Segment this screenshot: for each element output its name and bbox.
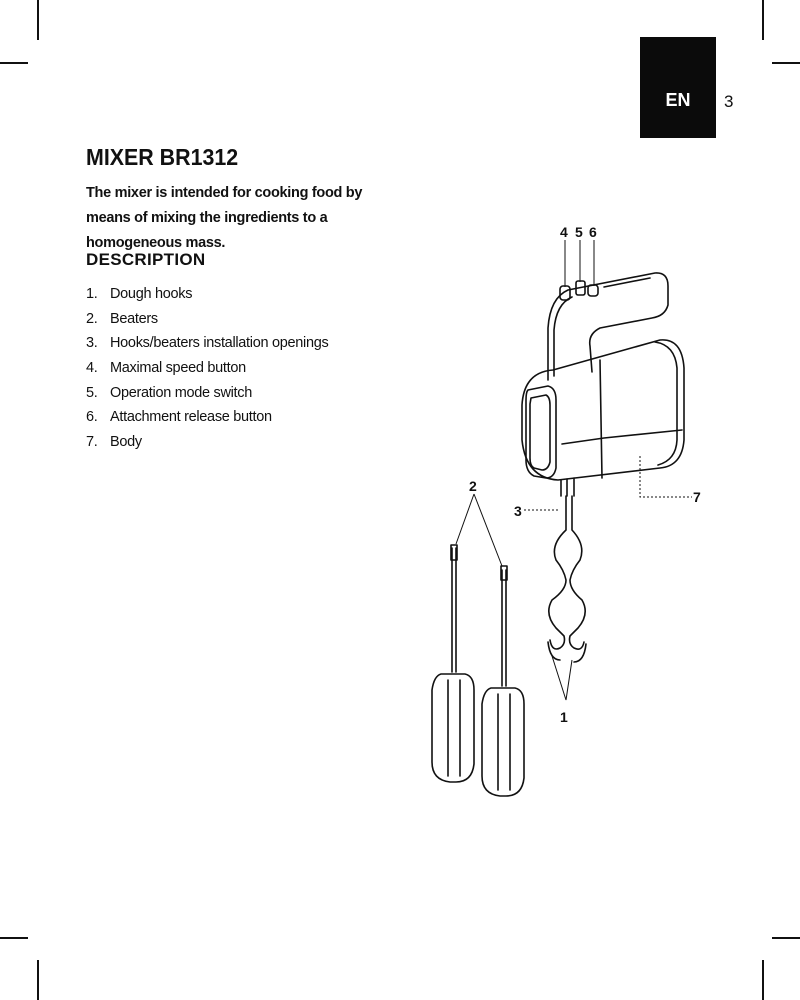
list-item: 5. Operation mode switch [86, 384, 252, 401]
section-heading: DESCRIPTION [86, 250, 206, 269]
callout-1: 1 [560, 709, 568, 725]
mixer-body [522, 340, 684, 480]
callout-6: 6 [589, 224, 597, 240]
dough-hook [549, 496, 566, 649]
list-item: 2. Beaters [86, 310, 158, 327]
mixer-handle [548, 273, 668, 380]
callout-7: 7 [693, 489, 701, 505]
page-number: 3 [724, 92, 734, 111]
list-item: 3. Hooks/beaters installation openings [86, 335, 329, 352]
release-button [588, 285, 598, 296]
callout-3: 3 [514, 503, 522, 519]
beater [502, 570, 506, 686]
callout-4: 4 [560, 224, 568, 240]
page-title: MIXER BR1312 [86, 144, 239, 170]
callout-2: 2 [469, 478, 477, 494]
callout-5: 5 [575, 224, 583, 240]
list-item: 7. Body [86, 434, 142, 451]
intro-paragraph: The mixer is intended for cooking food by means of mixing the ingredients to a homogeneous mass. [86, 185, 363, 251]
language-code: EN [665, 90, 691, 110]
list-item: 1. Dough hooks [86, 286, 193, 302]
list-item: 6. Attachment release button [86, 409, 272, 426]
list-item: 4. Maximal speed button [86, 360, 246, 377]
beater [452, 548, 456, 672]
